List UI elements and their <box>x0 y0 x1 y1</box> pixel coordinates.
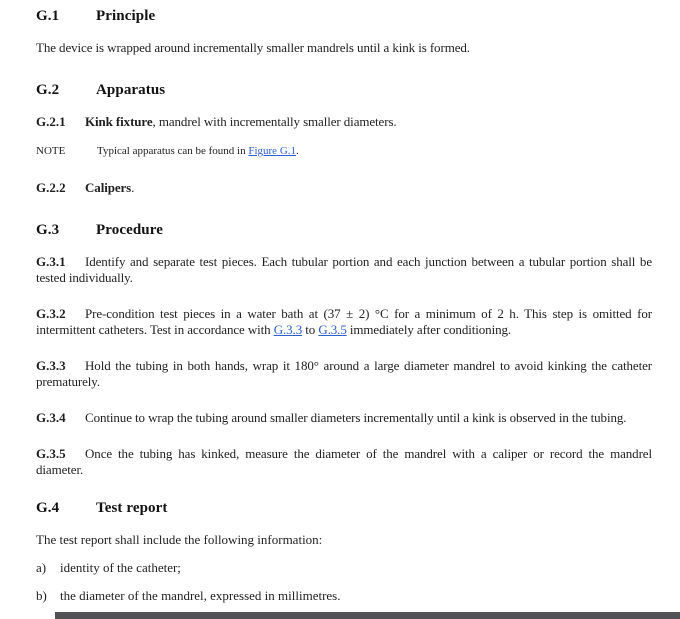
clause-number: G.3.3 <box>36 358 66 373</box>
heading-title: Test report <box>96 500 168 516</box>
heading-g2 <box>36 80 652 100</box>
list-item-a <box>36 560 652 576</box>
heading-g3 <box>36 220 652 240</box>
list-item-text: identity of the catheter; <box>60 560 181 575</box>
clause-g32 <box>36 306 652 338</box>
clause-text: Identify and separate test pieces. Each tubular portion and each junction between a tubular portion shall be tested individually. <box>36 254 652 285</box>
page-edge-bar <box>55 612 680 619</box>
heading-title: Procedure <box>96 222 163 238</box>
clause-text: Continue to wrap the tubing around smaller diameters incrementally until a kink is observed in the tubing. <box>85 410 627 425</box>
link-g35[interactable]: G.3.5 <box>318 322 347 337</box>
test-report-intro <box>36 532 652 548</box>
paragraph-text: The device is wrapped around incrementally smaller mandrels until a kink is formed. <box>36 40 470 55</box>
link-g33[interactable]: G.3.3 <box>273 322 303 337</box>
list-item-b <box>36 588 652 604</box>
clause-number: G.3.1 <box>36 254 66 269</box>
clause-text: Pre-condition test pieces in a water bath at (37 ± 2) °C for a minimum of 2 h. This step is omitted for intermittent catheters. Test in accordance with <box>36 306 652 337</box>
clause-text: Hold the tubing in both hands, wrap it 180° around a large diameter mandrel to avoid kinking the catheter prematurely. <box>36 358 652 389</box>
clause-g21 <box>36 114 652 130</box>
heading-g4 <box>36 498 652 518</box>
clause-number: G.3.5 <box>36 446 66 461</box>
heading-number: G.1 <box>36 8 60 24</box>
paragraph-principle <box>36 40 652 56</box>
list-item-text: the diameter of the mandrel, expressed in millimetres. <box>60 588 341 603</box>
clause-text-mid: to <box>302 322 319 337</box>
clause-number: G.3.2 <box>36 306 66 321</box>
heading-number: G.2 <box>36 82 60 98</box>
clause-g34 <box>36 410 652 426</box>
heading-number: G.4 <box>36 500 60 516</box>
note-label: NOTE <box>36 145 66 157</box>
clause-text: , mandrel with incrementally smaller diameters. <box>152 114 397 129</box>
heading-title: Principle <box>96 8 156 24</box>
intro-text: The test report shall include the following information: <box>36 532 323 547</box>
clause-number: G.3.4 <box>36 410 66 425</box>
list-marker: a) <box>36 560 47 575</box>
clause-text-end: immediately after conditioning. <box>346 322 512 337</box>
clause-g31 <box>36 254 652 286</box>
link-figure-g1[interactable]: Figure G.1 <box>248 145 297 157</box>
clause-text: . <box>131 180 135 195</box>
heading-number: G.3 <box>36 222 60 238</box>
clause-g22 <box>36 180 652 196</box>
list-marker: b) <box>36 588 47 603</box>
clause-g35 <box>36 446 652 478</box>
clause-number: G.2.1 <box>36 114 66 129</box>
note-text: Typical apparatus can be found in <box>97 145 249 157</box>
note-text-end: . <box>296 145 299 157</box>
clause-g33 <box>36 358 652 390</box>
heading-title: Apparatus <box>96 82 166 98</box>
clause-number: G.2.2 <box>36 180 66 195</box>
defined-term: Kink fixture <box>85 114 153 129</box>
clause-text: Once the tubing has kinked, measure the diameter of the mandrel with a caliper or record the mandrel diameter. <box>36 446 652 477</box>
heading-g1 <box>36 6 652 26</box>
note-g21 <box>36 144 652 158</box>
defined-term: Calipers <box>85 180 132 195</box>
